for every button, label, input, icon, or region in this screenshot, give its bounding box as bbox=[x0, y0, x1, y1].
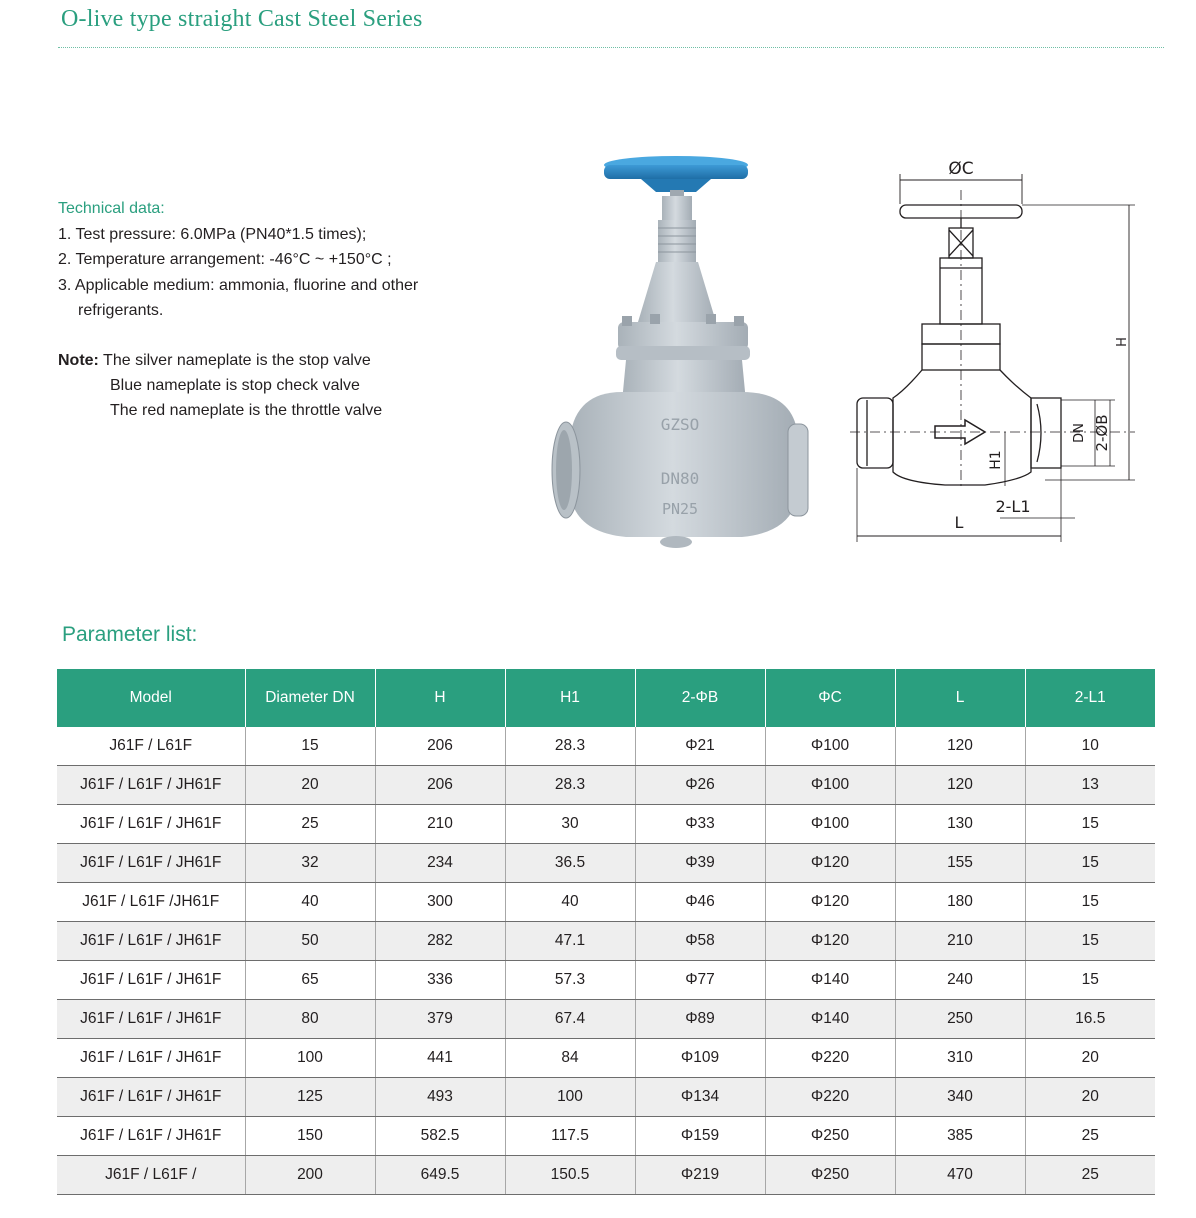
table-cell: Φ250 bbox=[765, 1156, 895, 1195]
table-cell: 28.3 bbox=[505, 766, 635, 805]
table-cell: 150.5 bbox=[505, 1156, 635, 1195]
table-cell: J61F / L61F / JH61F bbox=[57, 805, 245, 844]
table-cell: J61F / L61F / JH61F bbox=[57, 1000, 245, 1039]
table-row bbox=[57, 1156, 1155, 1195]
table-row bbox=[57, 727, 1155, 766]
table-cell: 379 bbox=[375, 1000, 505, 1039]
dim-label-b: 2-ØB bbox=[1093, 414, 1111, 452]
note-line: The silver nameplate is the stop valve bbox=[103, 352, 371, 369]
table-header-row bbox=[57, 669, 1155, 727]
table-cell: Φ220 bbox=[765, 1039, 895, 1078]
parameter-list-heading: Parameter list: bbox=[62, 623, 198, 646]
dim-label-h1: H1 bbox=[988, 450, 1004, 470]
table-cell: 36.5 bbox=[505, 844, 635, 883]
table-cell: J61F / L61F / JH61F bbox=[57, 1078, 245, 1117]
table-cell: 130 bbox=[895, 805, 1025, 844]
column-header: H1 bbox=[505, 669, 635, 727]
table-cell: 67.4 bbox=[505, 1000, 635, 1039]
table-cell: 234 bbox=[375, 844, 505, 883]
table-cell: 336 bbox=[375, 961, 505, 1000]
table-cell: 300 bbox=[375, 883, 505, 922]
table-cell: 25 bbox=[1025, 1156, 1155, 1195]
note-label: Note: bbox=[58, 352, 99, 369]
table-cell: 310 bbox=[895, 1039, 1025, 1078]
table-cell: 125 bbox=[245, 1078, 375, 1117]
table-cell: 15 bbox=[1025, 805, 1155, 844]
dim-label-c: ØC bbox=[948, 159, 974, 179]
dim-label-dn: DN bbox=[1072, 423, 1087, 443]
table-cell: 180 bbox=[895, 883, 1025, 922]
dim-label-l: L bbox=[954, 513, 964, 532]
table-cell: 493 bbox=[375, 1078, 505, 1117]
table-cell: 120 bbox=[895, 727, 1025, 766]
table-row bbox=[57, 1117, 1155, 1156]
table-cell: 40 bbox=[245, 883, 375, 922]
table-cell: 240 bbox=[895, 961, 1025, 1000]
table-cell: 15 bbox=[1025, 883, 1155, 922]
table-cell: Φ120 bbox=[765, 844, 895, 883]
table-cell: 155 bbox=[895, 844, 1025, 883]
table-cell: Φ250 bbox=[765, 1117, 895, 1156]
table-cell: Φ159 bbox=[635, 1117, 765, 1156]
body-mark: DN80 bbox=[660, 469, 700, 488]
table-cell: Φ100 bbox=[765, 727, 895, 766]
table-cell: 649.5 bbox=[375, 1156, 505, 1195]
table-row bbox=[57, 961, 1155, 1000]
table-cell: 200 bbox=[245, 1156, 375, 1195]
table-cell: Φ58 bbox=[635, 922, 765, 961]
table-cell: 282 bbox=[375, 922, 505, 961]
table-cell: 84 bbox=[505, 1039, 635, 1078]
table-row bbox=[57, 766, 1155, 805]
dim-label-l1: 2-L1 bbox=[995, 497, 1031, 516]
table-cell: 206 bbox=[375, 766, 505, 805]
table-cell: 20 bbox=[1025, 1078, 1155, 1117]
table-row bbox=[57, 1039, 1155, 1078]
technical-data-heading: Technical data: bbox=[58, 200, 165, 217]
table-cell: 441 bbox=[375, 1039, 505, 1078]
note-block bbox=[58, 348, 382, 423]
table-row bbox=[57, 844, 1155, 883]
body-mark: PN25 bbox=[661, 500, 699, 518]
note-line: Blue nameplate is stop check valve bbox=[110, 377, 360, 394]
table-cell: 28.3 bbox=[505, 727, 635, 766]
table-cell: J61F / L61F / JH61F bbox=[57, 844, 245, 883]
table-cell: Φ89 bbox=[635, 1000, 765, 1039]
table-cell: 250 bbox=[895, 1000, 1025, 1039]
table-cell: 65 bbox=[245, 961, 375, 1000]
table-row bbox=[57, 1000, 1155, 1039]
table-cell: Φ100 bbox=[765, 766, 895, 805]
table-cell: 50 bbox=[245, 922, 375, 961]
table-row bbox=[57, 922, 1155, 961]
technical-data-line: 3. Applicable medium: ammonia, fluorine and other bbox=[58, 276, 419, 294]
table-cell: 210 bbox=[375, 805, 505, 844]
technical-data bbox=[58, 196, 478, 324]
table-cell: J61F / L61F /JH61F bbox=[57, 883, 245, 922]
column-header: Model bbox=[57, 669, 245, 727]
column-header: L bbox=[895, 669, 1025, 727]
table-cell: 210 bbox=[895, 922, 1025, 961]
table-cell: Φ46 bbox=[635, 883, 765, 922]
table-cell: J61F / L61F bbox=[57, 727, 245, 766]
table-cell: 20 bbox=[245, 766, 375, 805]
table-cell: Φ140 bbox=[765, 1000, 895, 1039]
table-cell: J61F / L61F / JH61F bbox=[57, 961, 245, 1000]
table-cell: J61F / L61F / bbox=[57, 1156, 245, 1195]
table-cell: Φ109 bbox=[635, 1039, 765, 1078]
table-cell: 25 bbox=[1025, 1117, 1155, 1156]
title-divider bbox=[58, 47, 1164, 48]
table-cell: 57.3 bbox=[505, 961, 635, 1000]
table-cell: 15 bbox=[245, 727, 375, 766]
table-cell: 13 bbox=[1025, 766, 1155, 805]
table-row bbox=[57, 805, 1155, 844]
column-header: H bbox=[375, 669, 505, 727]
table-cell: Φ219 bbox=[635, 1156, 765, 1195]
table-row bbox=[57, 883, 1155, 922]
table-cell: 117.5 bbox=[505, 1117, 635, 1156]
body-mark: GZSO bbox=[660, 415, 700, 434]
table-cell: Φ33 bbox=[635, 805, 765, 844]
table-cell: 340 bbox=[895, 1078, 1025, 1117]
note-line: The red nameplate is the throttle valve bbox=[110, 402, 383, 419]
table-cell: J61F / L61F / JH61F bbox=[57, 1039, 245, 1078]
table-cell: 15 bbox=[1025, 961, 1155, 1000]
table-cell: 100 bbox=[245, 1039, 375, 1078]
dimension-drawing bbox=[845, 150, 1145, 545]
table-cell: J61F / L61F / JH61F bbox=[57, 766, 245, 805]
table-cell: 150 bbox=[245, 1117, 375, 1156]
table-cell: 15 bbox=[1025, 844, 1155, 883]
table-cell: 47.1 bbox=[505, 922, 635, 961]
table-cell: Φ220 bbox=[765, 1078, 895, 1117]
table-row bbox=[57, 1078, 1155, 1117]
table-cell: Φ39 bbox=[635, 844, 765, 883]
table-cell: 30 bbox=[505, 805, 635, 844]
parameter-table bbox=[57, 669, 1155, 1195]
table-cell: 582.5 bbox=[375, 1117, 505, 1156]
table-cell: 80 bbox=[245, 1000, 375, 1039]
column-header: 2-L1 bbox=[1025, 669, 1155, 727]
table-cell: 100 bbox=[505, 1078, 635, 1117]
table-cell: 20 bbox=[1025, 1039, 1155, 1078]
table-cell: 25 bbox=[245, 805, 375, 844]
column-header: ΦC bbox=[765, 669, 895, 727]
table-cell: J61F / L61F / JH61F bbox=[57, 1117, 245, 1156]
technical-data-line: 2. Temperature arrangement: -46°C ~ +150°C ; bbox=[58, 251, 392, 268]
table-cell: 206 bbox=[375, 727, 505, 766]
technical-data-line: refrigerants. bbox=[78, 302, 164, 319]
table-cell: Φ100 bbox=[765, 805, 895, 844]
table-cell: Φ21 bbox=[635, 727, 765, 766]
table-cell: Φ77 bbox=[635, 961, 765, 1000]
table-cell: Φ134 bbox=[635, 1078, 765, 1117]
dim-label-h: H bbox=[1115, 337, 1130, 347]
table-cell: 10 bbox=[1025, 727, 1155, 766]
table-cell: 40 bbox=[505, 883, 635, 922]
table-cell: 15 bbox=[1025, 922, 1155, 961]
table-cell: Φ120 bbox=[765, 883, 895, 922]
table-cell: 470 bbox=[895, 1156, 1025, 1195]
column-header: 2-ΦB bbox=[635, 669, 765, 727]
technical-data-line: 1. Test pressure: 6.0MPa (PN40*1.5 times); bbox=[58, 225, 367, 243]
column-header: Diameter DN bbox=[245, 669, 375, 727]
table-cell: 120 bbox=[895, 766, 1025, 805]
page-title: O-live type straight Cast Steel Series bbox=[61, 6, 423, 32]
table-cell: Φ120 bbox=[765, 922, 895, 961]
valve-photo bbox=[546, 152, 816, 552]
table-cell: Φ26 bbox=[635, 766, 765, 805]
table-cell: 16.5 bbox=[1025, 1000, 1155, 1039]
table-cell: 385 bbox=[895, 1117, 1025, 1156]
table-cell: Φ140 bbox=[765, 961, 895, 1000]
table-body bbox=[57, 727, 1155, 1195]
table-cell: J61F / L61F / JH61F bbox=[57, 922, 245, 961]
table-cell: 32 bbox=[245, 844, 375, 883]
